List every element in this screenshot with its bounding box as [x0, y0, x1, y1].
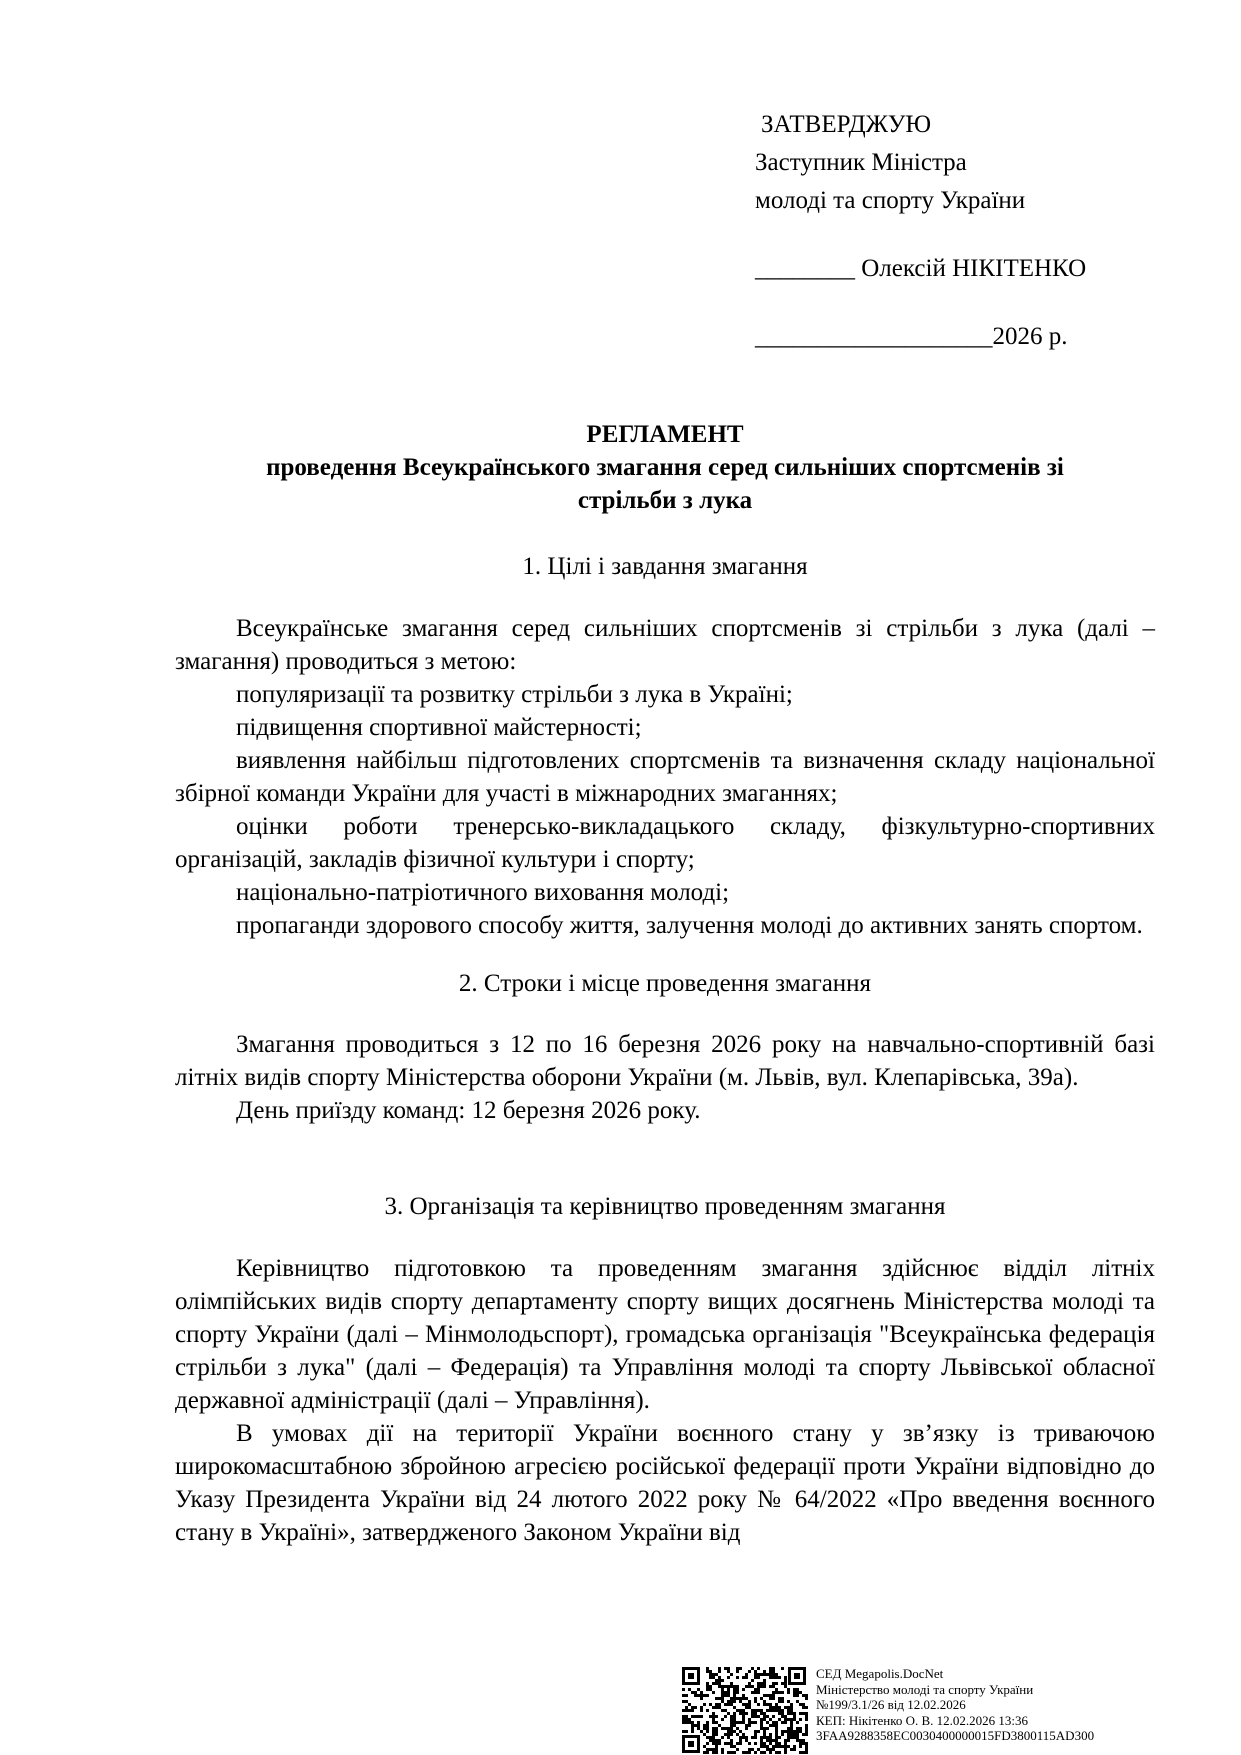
- stamp-line: №199/3.1/26 від 12.02.2026: [816, 1697, 966, 1712]
- document-subtitle-line1: проведення Всеукраїнського змагання серед сильніших спортсменів зі: [266, 454, 1064, 481]
- document-title: РЕГЛАМЕНТ: [586, 421, 744, 448]
- section-1-item: національно-патріотичного виховання молоді;: [236, 879, 730, 906]
- section-1-item: оцінки роботи тренерсько-викладацького складу, фізкультурно-спортивних організацій, закладів фізичної культури і спорту;: [175, 813, 1155, 873]
- section-1-item: популяризації та розвитку стрільби з лука в Україні;: [236, 681, 793, 708]
- section-3-body: [175, 1252, 1155, 1549]
- section-3-paragraph: Керівництво підготовкою та проведенням змагання здійснює відділ літніх олімпійських видів спорту департаменту спорту вищих досягнень Міністерства молоді та спорту України (далі – Мінмолодьспорт), громадська організація "Всеукраїнська федерація стрільби з лука" (далі – Федерація) та Управління молоді та спорту Львівської обласної державної адміністрації (далі – Управління).: [175, 1255, 1155, 1414]
- approval-position-line1: Заступник Міністра: [755, 149, 967, 176]
- document-title-block: [175, 418, 1155, 517]
- approval-position-line2: молоді та спорту України: [755, 187, 1026, 214]
- document-subtitle-line2: стрільби з лука: [577, 487, 753, 514]
- section-1-item: підвищення спортивної майстерності;: [236, 714, 642, 741]
- section-1-heading: 1. Цілі і завдання змагання: [522, 553, 808, 580]
- section-2-paragraph: День приїзду команд: 12 березня 2026 року.: [236, 1097, 701, 1124]
- stamp-text: [816, 1666, 1094, 1744]
- section-1-item: пропаганди здорового способу життя, залучення молоді до активних занять спортом.: [236, 912, 1143, 939]
- section-2-heading: 2. Строки і місце проведення змагання: [458, 970, 872, 997]
- section-1-item: виявлення найбільш підготовлених спортсменів та визначення складу національної збірної команди України для участі в міжнародних змаганнях;: [175, 747, 1155, 807]
- section-1-intro: Всеукраїнське змагання серед сильніших спортсменів зі стрільби з лука (далі – змагання) проводиться з метою:: [175, 615, 1155, 675]
- stamp-line: Міністерство молоді та спорту України: [816, 1681, 1034, 1697]
- approval-signature-line: ________ Олексій НІКІТЕНКО: [755, 255, 1087, 282]
- e-signature-stamp: [680, 1665, 1240, 1755]
- section-2-body: [175, 1028, 1155, 1127]
- stamp-line: СЕД Megapolis.DocNet: [816, 1666, 944, 1681]
- approval-title: ЗАТВЕРДЖУЮ: [761, 111, 932, 138]
- section-2-paragraph: Змагання проводиться з 12 по 16 березня 2026 року на навчально-спортивній базі літніх видів спорту Міністерства оборони України (м. Львів, вул. Клепарівська, 39а).: [175, 1031, 1155, 1091]
- stamp-line: КЕП: Нікітенко О. В. 12.02.2026 13:36: [816, 1712, 1029, 1728]
- section-1-body: [175, 612, 1155, 942]
- qr-code-icon: [680, 1665, 808, 1755]
- stamp-line: 3FAA9288358EC0030400000015FD3800115AD300: [816, 1728, 1095, 1743]
- section-3-paragraph: В умовах дії на території України воєнного стану у зв’язку із триваючою широкомасштабною збройною агресією російської федерації проти України відповідно до Указу Президента України від 24 лютого 2022 року № 64/2022 «Про введення воєнного стану в Україні», затвердженого Законом України від: [175, 1420, 1155, 1546]
- section-3-heading: 3. Організація та керівництво проведенням змагання: [384, 1193, 946, 1220]
- approval-block: [755, 106, 1086, 356]
- approval-date-line: ___________________2026 р.: [755, 323, 1068, 350]
